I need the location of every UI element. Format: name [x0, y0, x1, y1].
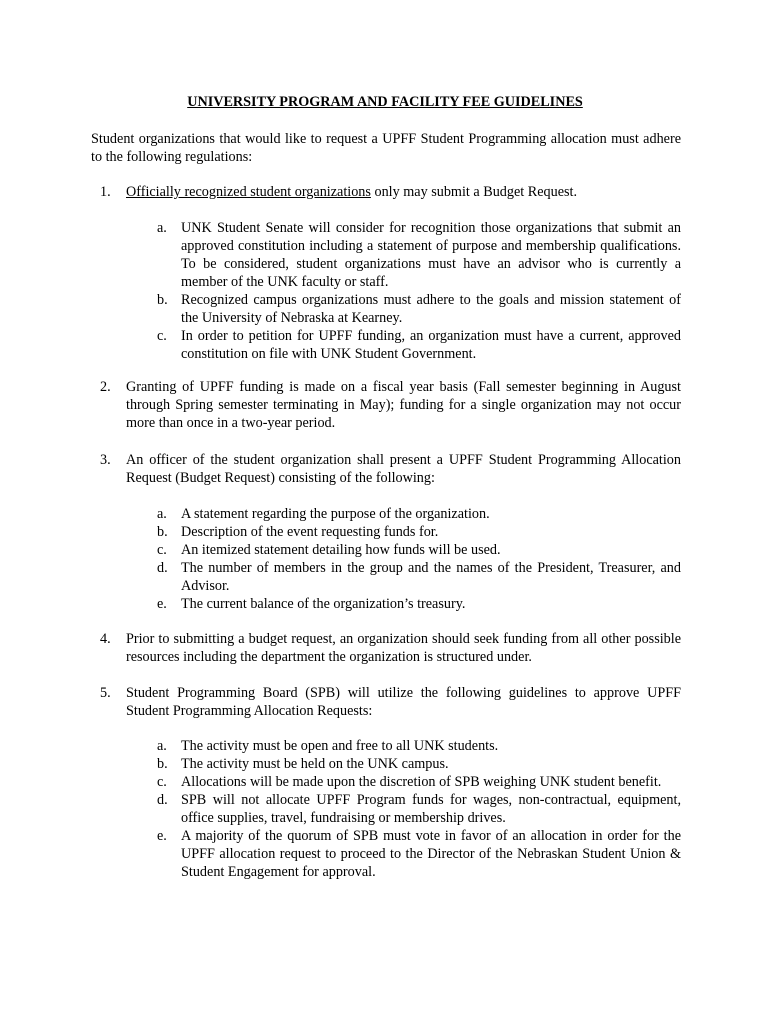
guideline-item-2 — [100, 378, 681, 432]
sub-letter: b. — [157, 524, 168, 540]
item-number: 2. — [100, 379, 111, 395]
sub-text: UNK Student Senate will consider for recognition those organizations that submit an approved constitution including a statement of purpose and membership qualifications. To be considered, student organizations must have an advisor who is currently a member of the UNK faculty or staff. — [181, 220, 681, 290]
item-number: 3. — [100, 452, 111, 468]
sub-text: SPB will not allocate UPFF Program funds for wages, non-contractual, equipment, office supplies, travel, fundraising or membership drives. — [181, 792, 681, 826]
page-title: UNIVERSITY PROGRAM AND FACILITY FEE GUIDELINES — [187, 94, 583, 110]
item-number: 5. — [100, 685, 111, 701]
item-underlined-text: Officially recognized student organizations — [126, 184, 371, 200]
item-number: 4. — [100, 631, 111, 647]
item-5-sublist — [157, 737, 681, 881]
sub-item — [157, 291, 681, 327]
sub-text: An itemized statement detailing how funds will be used. — [181, 542, 501, 558]
guideline-item-4 — [100, 630, 681, 666]
sub-item — [157, 541, 681, 559]
sub-text: A majority of the quorum of SPB must vote in favor of an allocation in order for the UPFF allocation request to proceed to the Director of the Nebraskan Student Union & Student Engagement for approval. — [181, 828, 681, 880]
sub-item — [157, 827, 681, 881]
sub-letter: c. — [157, 774, 167, 790]
sub-letter: c. — [157, 328, 167, 344]
sub-letter: d. — [157, 792, 168, 808]
sub-letter: a. — [157, 738, 167, 754]
guideline-item-5 — [100, 684, 681, 720]
item-text: Prior to submitting a budget request, an organization should seek funding from all other possible resources including the department the organization is structured under. — [126, 631, 681, 665]
sub-text: Recognized campus organizations must adhere to the goals and mission statement of the University of Nebraska at Kearney. — [181, 292, 681, 326]
sub-item — [157, 595, 681, 613]
sub-letter: b. — [157, 756, 168, 772]
sub-text: In order to petition for UPFF funding, an organization must have a current, approved constitution on file with UNK Student Government. — [181, 328, 681, 362]
item-3-sublist — [157, 505, 681, 613]
sub-text: The current balance of the organization’s treasury. — [181, 596, 466, 612]
sub-letter: a. — [157, 506, 167, 522]
sub-text: The activity must be open and free to all UNK students. — [181, 738, 499, 754]
sub-letter: a. — [157, 220, 167, 236]
sub-text: Description of the event requesting funds for. — [181, 524, 439, 540]
sub-item — [157, 755, 681, 773]
sub-text: Allocations will be made upon the discretion of SPB weighing UNK student benefit. — [181, 774, 662, 790]
sub-letter: e. — [157, 828, 167, 844]
sub-letter: b. — [157, 292, 168, 308]
sub-letter: c. — [157, 542, 167, 558]
sub-letter: e. — [157, 596, 167, 612]
sub-item — [157, 505, 681, 523]
guideline-item-3 — [100, 451, 681, 487]
item-text: only may submit a Budget Request. — [370, 184, 578, 200]
sub-item — [157, 327, 681, 363]
sub-item — [157, 737, 681, 755]
sub-item — [157, 773, 681, 791]
item-text: An officer of the student organization shall present a UPFF Student Programming Allocation Request (Budget Request) consisting of the following: — [126, 452, 681, 486]
sub-item — [157, 559, 681, 595]
sub-item — [157, 219, 681, 291]
intro-paragraph: Student organizations that would like to request a UPFF Student Programming allocation must adhere to the following regulations: — [91, 131, 681, 165]
sub-item — [157, 791, 681, 827]
sub-text: The number of members in the group and the names of the President, Treasurer, and Advisor. — [181, 560, 681, 594]
item-text: Student Programming Board (SPB) will utilize the following guidelines to approve UPFF Student Programming Allocation Requests: — [126, 685, 681, 719]
sub-letter: d. — [157, 560, 168, 576]
item-text: Granting of UPFF funding is made on a fiscal year basis (Fall semester beginning in August through Spring semester terminating in May); funding for a single organization may not occur more than once in a two-year period. — [126, 379, 681, 431]
item-number: 1. — [100, 184, 111, 200]
sub-text: A statement regarding the purpose of the organization. — [181, 506, 490, 522]
guideline-item-1 — [100, 183, 681, 201]
sub-text: The activity must be held on the UNK campus. — [181, 756, 449, 772]
sub-item — [157, 523, 681, 541]
item-1-sublist — [157, 219, 681, 363]
